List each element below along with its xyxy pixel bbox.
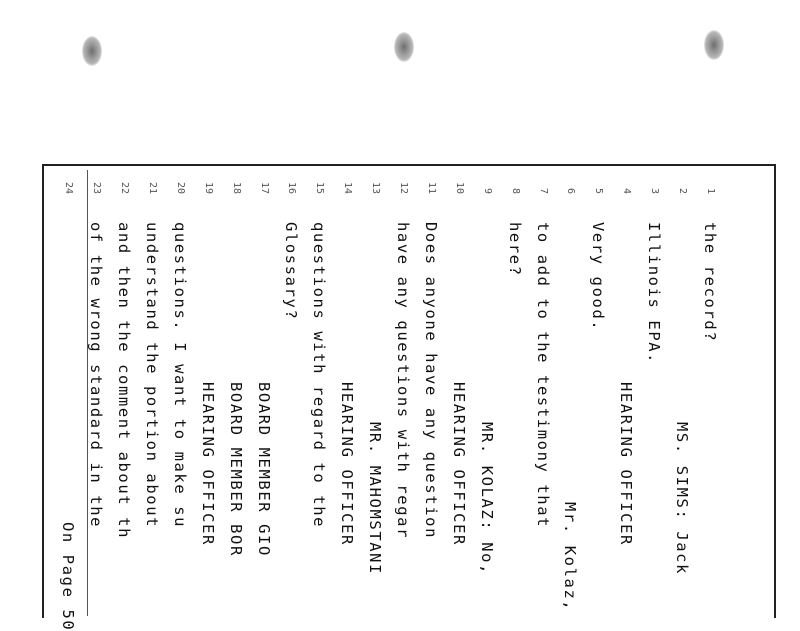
line-text: On Page 50 xyxy=(59,522,78,631)
line-number: 3 xyxy=(649,187,661,194)
line-number: 11 xyxy=(426,181,437,194)
line-text: HEARING OFFICER xyxy=(338,382,357,546)
line-text: of the wrong standard in the xyxy=(87,222,106,529)
line-number: 5 xyxy=(593,187,605,194)
line-text: BOARD MEMBER GIO xyxy=(254,382,273,557)
line-number: 4 xyxy=(621,187,633,194)
line-number: 2 xyxy=(677,187,689,194)
line-text: Does anyone have any question xyxy=(422,222,440,540)
transcript-page xyxy=(44,172,724,631)
line-text: HEARING OFFICER xyxy=(617,382,636,546)
line-text: and then the comment about th xyxy=(115,222,134,540)
line-number: 23 xyxy=(91,181,103,194)
line-text: have any questions with regar xyxy=(394,222,413,540)
line-number: 22 xyxy=(119,181,131,194)
line-number: 13 xyxy=(370,181,382,194)
line-number: 18 xyxy=(230,181,242,194)
punch-hole xyxy=(704,30,724,60)
line-text: understand the portion about xyxy=(143,222,161,529)
punch-hole xyxy=(82,36,102,66)
line-text: Mr. Kolaz, xyxy=(561,502,580,612)
line-text: HEARING OFFICER xyxy=(198,382,217,546)
line-text: HEARING OFFICER xyxy=(449,382,468,546)
line-text: Very good. xyxy=(589,222,608,332)
line-number: 24 xyxy=(63,181,75,194)
line-number: 20 xyxy=(174,181,186,194)
line-number: 14 xyxy=(342,181,354,194)
line-number: 6 xyxy=(565,187,577,194)
line-text: here? xyxy=(505,222,524,277)
line-text: MS. SIMS: Jack xyxy=(673,422,692,576)
line-text: MR. MAHOMSTANI xyxy=(366,422,385,576)
line-number: 21 xyxy=(147,181,158,194)
line-text: BOARD MEMBER BOR xyxy=(226,382,245,557)
line-text: questions with regard to the xyxy=(310,222,329,529)
line-number: 9 xyxy=(481,187,493,194)
line-text: questions. I want to make su xyxy=(170,222,189,529)
line-number: 8 xyxy=(509,187,521,194)
line-number: 7 xyxy=(537,187,549,194)
line-number: 17 xyxy=(258,181,270,194)
line-number: 12 xyxy=(398,181,410,194)
line-text: the record? xyxy=(701,222,719,343)
line-text: Glossary? xyxy=(282,222,301,321)
line-text: MR. KOLAZ: No, xyxy=(477,422,496,576)
line-number: 16 xyxy=(286,181,298,194)
line-number: 10 xyxy=(453,181,465,194)
line-text: Illinois EPA. xyxy=(645,222,664,365)
line-number: 1 xyxy=(705,187,716,194)
line-text: to add to the testimony that xyxy=(533,222,552,529)
punch-hole xyxy=(394,32,414,62)
line-number: 19 xyxy=(202,181,214,194)
line-number: 15 xyxy=(314,181,326,194)
